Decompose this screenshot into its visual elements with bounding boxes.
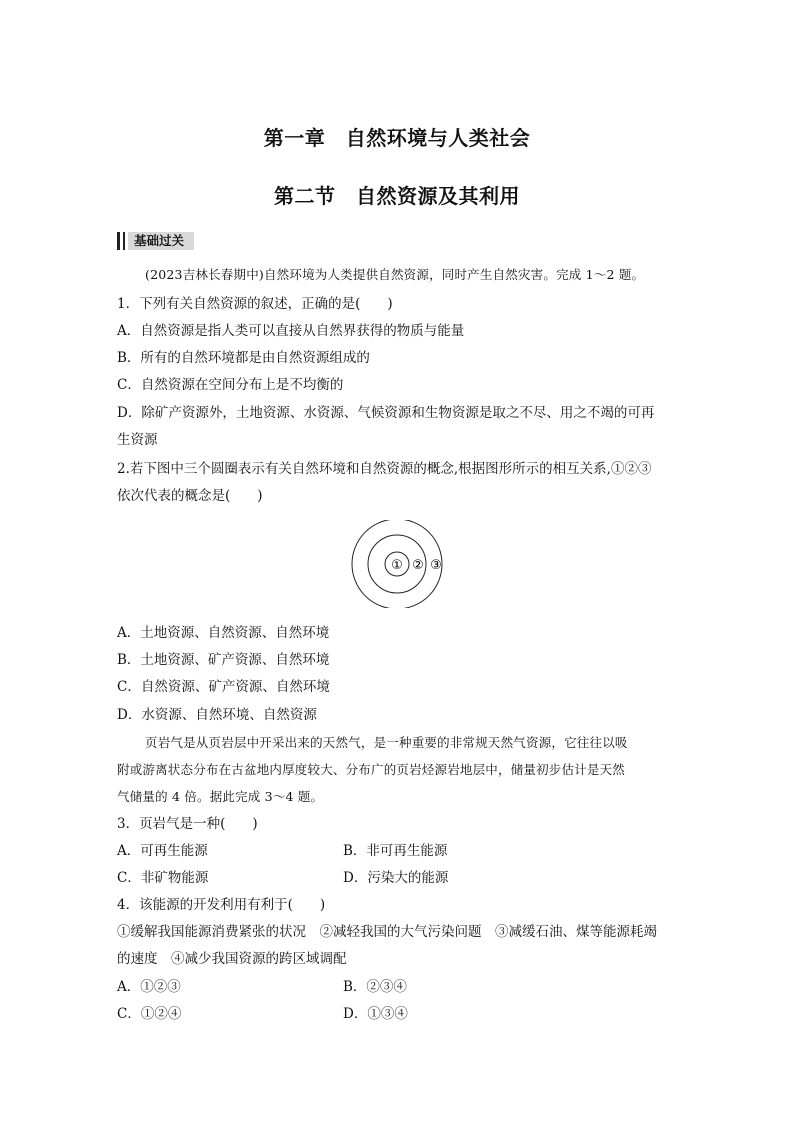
q2-option-a: A．土地资源、自然资源、自然环境: [117, 625, 330, 641]
q1-option-a: A．自然资源是指人类可以直接从自然界获得的物质与能量: [117, 323, 465, 339]
intro-text-2-line-1: 页岩气是从页岩层中开采出来的天然气，是一种重要的非常规天然气资源，它往往以吸: [145, 735, 628, 750]
question-4-stem: 4．该能源的开发利用有利于( ): [117, 897, 326, 913]
q3-option-b: B．非可再生能源: [343, 843, 448, 859]
q2-option-b: B．土地资源、矿产资源、自然环境: [117, 652, 330, 668]
q1-option-c: C．自然资源在空间分布上是不均衡的: [117, 377, 344, 393]
q2-option-d: D．水资源、自然环境、自然资源: [117, 707, 317, 723]
badge-bar: [123, 232, 125, 250]
intro-text-2-line-2: 附或游离状态分布在古盆地内厚度较大、分布广的页岩烃源岩地层中，储量初步估计是天然: [117, 762, 626, 777]
q2-option-c: C．自然资源、矿产资源、自然环境: [117, 679, 330, 695]
chapter-title: 第一章 自然环境与人类社会: [263, 126, 531, 150]
intro-text-2-line-3: 气储量的 4 倍。据此完成 3～4 题。: [117, 789, 324, 804]
q4-statements: ①缓解我国能源消费紧张的状况 ②减轻我国的大气污染问题 ③减缓石油、煤等能源耗竭: [117, 924, 657, 940]
q4-option-b: B．②③④: [343, 979, 407, 995]
q3-option-d: D．污染大的能源: [343, 870, 449, 886]
question-2-stem-cont: 依次代表的概念是( ): [117, 488, 263, 504]
q1-option-d-cont: 生资源: [117, 432, 158, 448]
q4-statements-cont: 的速度 ④减少我国资源的跨区域调配: [117, 951, 347, 967]
concentric-circles-diagram: [348, 520, 446, 608]
circle-label-3: ③: [430, 558, 442, 573]
question-1-stem: 1．下列有关自然资源的叙述，正确的是( ): [117, 296, 393, 312]
q4-option-a: A．①②③: [117, 979, 181, 995]
section-title: 第二节 自然资源及其利用: [274, 184, 520, 208]
q3-option-a: A．可再生能源: [117, 843, 208, 859]
section-badge: [117, 232, 194, 250]
badge-label: 基础过关: [128, 232, 194, 250]
q3-option-c: C．非矿物能源: [117, 870, 209, 886]
question-2-stem: 2.若下图中三个圆圈表示有关自然环境和自然资源的概念,根据图形所示的相互关系,①②③: [117, 461, 652, 477]
question-3-stem: 3．页岩气是一种( ): [117, 816, 258, 832]
circle-label-2: ②: [412, 558, 424, 573]
badge-bar: [117, 232, 120, 250]
q1-option-d: D．除矿产资源外，土地资源、水资源、气候资源和生物资源是取之不尽、用之不竭的可再: [117, 405, 655, 421]
q1-option-b: B．所有的自然环境都是由自然资源组成的: [117, 350, 370, 366]
q4-option-c: C．①②④: [117, 1006, 182, 1022]
circle-label-1: ①: [391, 558, 403, 573]
q4-option-d: D．①③④: [343, 1006, 408, 1022]
intro-text-1: (2023吉林长春期中)自然环境为人类提供自然资源，同时产生自然灾害。完成 1～2 题。: [145, 267, 645, 282]
